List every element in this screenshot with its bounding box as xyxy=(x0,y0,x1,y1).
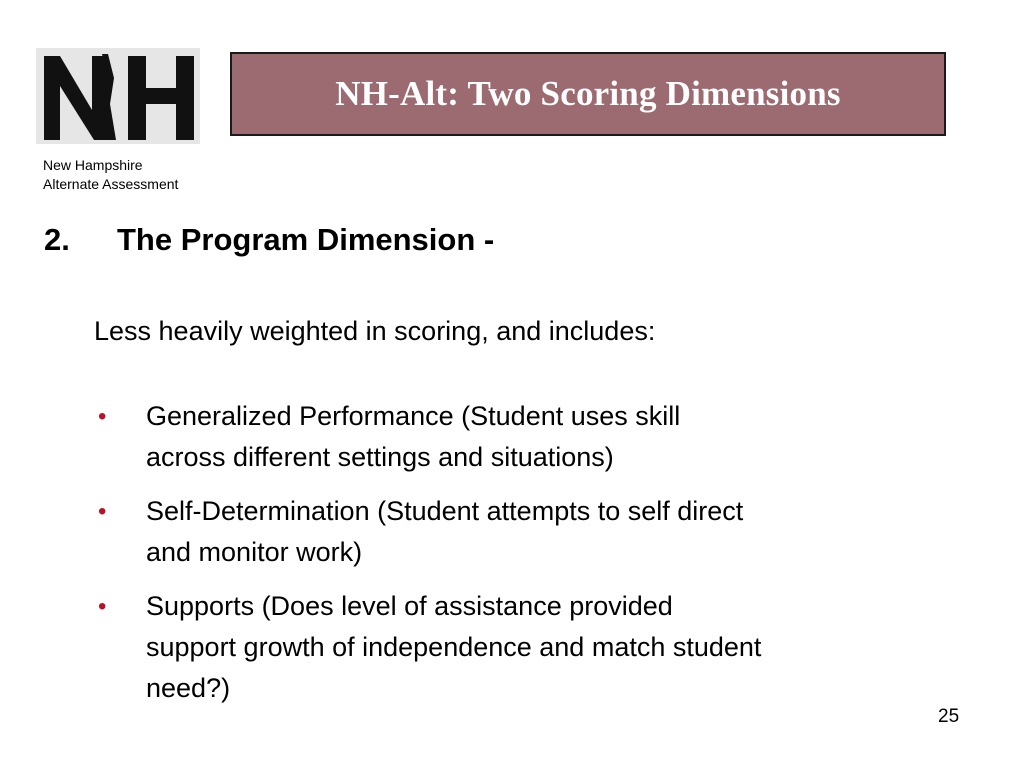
bullet-line: Supports (Does level of assistance provided xyxy=(146,591,673,621)
section-heading xyxy=(44,222,494,258)
slide-title: NH-Alt: Two Scoring Dimensions xyxy=(335,74,841,113)
bullet-line: support growth of independence and match student xyxy=(146,632,762,662)
nh-logo xyxy=(36,48,200,144)
bullet-line: and monitor work) xyxy=(146,537,363,567)
section-title: The Program Dimension - xyxy=(117,222,495,257)
bullet-list xyxy=(94,396,944,722)
bullet-icon: • xyxy=(98,498,107,525)
bullet-line: across different settings and situations) xyxy=(146,442,614,472)
bullet-line: Self-Determination (Student attempts to self direct xyxy=(146,496,744,526)
logo-caption-line2: Alternate Assessment xyxy=(43,176,179,192)
bullet-line: Generalized Performance (Student uses skill xyxy=(146,401,681,431)
bullet-line: need?) xyxy=(146,673,231,703)
title-banner xyxy=(230,52,946,136)
bullet-icon: • xyxy=(98,593,107,620)
list-item xyxy=(94,586,944,709)
section-number: 2. xyxy=(44,222,70,257)
list-item xyxy=(94,396,944,478)
intro-text: Less heavily weighted in scoring, and includes: xyxy=(94,316,656,346)
logo-caption-line1: New Hampshire xyxy=(43,157,143,173)
page-number: 25 xyxy=(938,706,960,727)
list-item xyxy=(94,491,944,573)
logo-caption xyxy=(43,156,178,194)
bullet-icon: • xyxy=(98,403,107,430)
nh-logo-icon xyxy=(36,48,200,144)
